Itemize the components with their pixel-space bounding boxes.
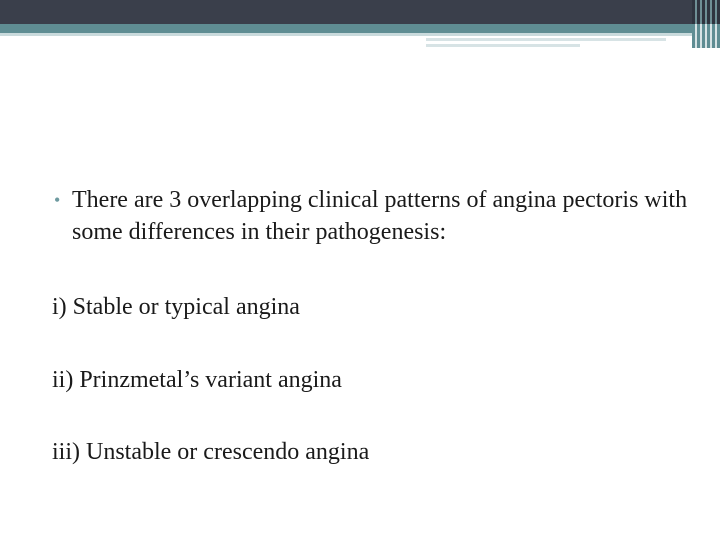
list-item-unstable: iii) Unstable or crescendo angina: [52, 439, 370, 465]
bullet-paragraph: [52, 184, 692, 248]
header-teal-band: [0, 24, 720, 33]
header-dark-band: [0, 0, 720, 24]
header-accent-line-short: [426, 44, 580, 47]
header-stripes-lower: [692, 24, 720, 48]
header-light-band: [0, 33, 720, 36]
header-accent-line: [426, 38, 666, 41]
list-item-prinzmetal: ii) Prinzmetal’s variant angina: [52, 367, 342, 393]
bullet-text: There are 3 overlapping clinical patterns of angina pectoris with some differences in their pathogenesis:: [72, 187, 688, 245]
list-item-stable: i) Stable or typical angina: [52, 294, 300, 320]
bullet-dot-icon: •: [54, 190, 61, 210]
slide-body: [52, 184, 692, 248]
